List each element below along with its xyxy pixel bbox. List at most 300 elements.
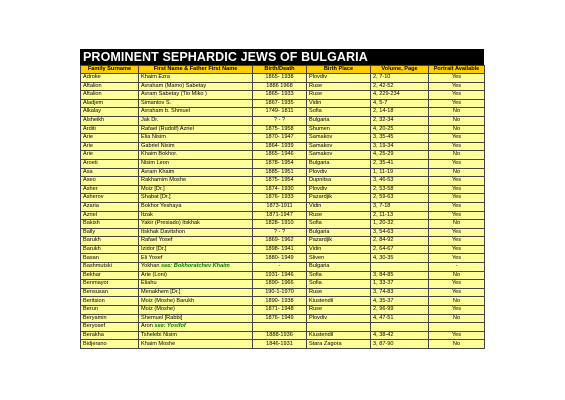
cell-surname: [81, 177, 139, 186]
cell-portrait-text: Yes: [451, 211, 462, 218]
cell-first-name-text: Eliahu: [141, 280, 157, 287]
cell-surname: [81, 271, 139, 280]
cell-surname: [81, 323, 139, 332]
cell-portrait-text: No: [452, 125, 461, 132]
cell-birth-death: [253, 314, 307, 323]
cell-surname-text: Arie: [83, 134, 93, 141]
cell-surname-text: Bekhar: [83, 271, 101, 278]
cell-birth-place-text: Sofia: [309, 108, 322, 115]
cell-surname: [81, 125, 139, 134]
cell-first-name: [139, 125, 253, 134]
cell-surname: [81, 194, 139, 203]
cell-volume-page: [371, 340, 429, 349]
cell-portrait: [429, 245, 485, 254]
cell-birth-death-text: 1931- 1946: [265, 271, 294, 278]
cell-volume-page-text: 4, 35-37: [373, 297, 394, 304]
cell-first-name-text: Aron: [141, 323, 153, 330]
cell-surname-text: Asa: [83, 168, 93, 175]
cell-surname-text: Aftalion: [83, 91, 102, 98]
cell-first-name-text: Moiz [Dr.]: [141, 185, 165, 192]
cell-portrait: [429, 125, 485, 134]
cell-birth-place: [307, 263, 371, 272]
cell-surname-text: Asher: [83, 185, 98, 192]
cell-first-name: [139, 159, 253, 168]
cell-first-name-text: Elia Nisim: [141, 134, 166, 141]
cell-surname-text: Azriel: [83, 211, 97, 218]
cell-volume-page: [371, 220, 429, 229]
cell-surname-text: Beryamin: [83, 314, 107, 321]
cell-portrait: [429, 254, 485, 263]
cell-first-name: [139, 271, 253, 280]
cell-portrait: [429, 177, 485, 186]
cell-birth-death: [253, 168, 307, 177]
cell-birth-place: [307, 288, 371, 297]
cell-volume-page: [371, 91, 429, 100]
cell-birth-death-text: 1870- 1947: [265, 134, 294, 141]
cell-first-name: [139, 288, 253, 297]
cell-surname-text: Bensusan: [83, 288, 108, 295]
cell-portrait-text: Yes: [451, 142, 462, 149]
cell-surname: [81, 211, 139, 220]
cell-birth-place-text: Plovdiv: [309, 314, 328, 321]
cell-volume-page-text: 3, 84-85: [373, 271, 394, 278]
cell-portrait: [429, 194, 485, 203]
cell-first-name: [139, 134, 253, 143]
cell-surname: [81, 202, 139, 211]
cell-portrait-text: Yes: [451, 91, 462, 98]
cell-birth-place: [307, 185, 371, 194]
cell-volume-page-text: 2, 84-92: [373, 237, 394, 244]
cell-first-name: [139, 82, 253, 91]
cell-surname: [81, 220, 139, 229]
cell-surname: [81, 228, 139, 237]
cell-volume-page-text: 1, 33-37: [373, 280, 394, 287]
cell-birth-death-text: 1886 1968: [266, 82, 293, 89]
cell-surname: [81, 245, 139, 254]
cell-birth-death-text: 1749- 1811: [265, 108, 294, 115]
cell-first-name: [139, 220, 253, 229]
table-row: [81, 185, 485, 194]
header-row: [81, 66, 485, 74]
table-row: [81, 314, 485, 323]
cell-birth-place-text: Bulgaria: [309, 263, 330, 270]
cell-birth-death-text: 1865- 1933: [265, 91, 294, 98]
cell-first-name-text: Itskhak Davitshon: [141, 228, 186, 235]
cell-portrait: [429, 185, 485, 194]
cell-birth-death: [253, 254, 307, 263]
cell-first-name-text: Simantov S.: [141, 99, 172, 106]
cell-birth-death-text: -: [278, 263, 281, 270]
cell-birth-place-text: Kiustendil: [309, 331, 334, 338]
cell-portrait: [429, 211, 485, 220]
table-row: [81, 288, 485, 297]
cell-portrait-text: No: [452, 314, 461, 321]
cell-first-name-text: Arie (Loni): [141, 271, 167, 278]
cell-surname: [81, 185, 139, 194]
cell-first-name: [139, 297, 253, 306]
cell-birth-place-text: Shumen: [309, 125, 330, 132]
cell-surname-text: Bashmutski: [83, 263, 112, 270]
cell-surname-text: Arditi: [83, 125, 96, 132]
cell-birth-death: [253, 142, 307, 151]
cell-birth-place: [307, 323, 371, 332]
header-family-surname: Family Surname: [81, 66, 139, 74]
cell-surname-text: Aftalion: [83, 82, 102, 89]
cell-surname-text: Arie: [83, 151, 93, 158]
cell-portrait: [429, 331, 485, 340]
cell-first-name: [139, 108, 253, 117]
cell-volume-page-text: 3, 54-63: [373, 228, 394, 235]
cell-volume-page-text: 3, 19-34: [373, 142, 394, 149]
cell-birth-death: [253, 82, 307, 91]
cell-birth-place: [307, 194, 371, 203]
cell-portrait-text: Yes: [451, 331, 462, 338]
table-row: [81, 245, 485, 254]
cell-first-name-text: Menakhem [Dr.]: [141, 288, 181, 295]
cell-portrait: [429, 323, 485, 332]
cell-volume-page-text: 2, 96-99: [373, 306, 394, 313]
cell-birth-place-text: Sofia: [309, 271, 322, 278]
cell-birth-place-text: Bulgaria: [309, 228, 330, 235]
header-portrait-available: Portrait Available: [429, 66, 485, 74]
cell-portrait: [429, 280, 485, 289]
cell-volume-page-text: 4, 229-234: [373, 91, 400, 98]
cell-birth-place-text: Plovdiv: [309, 74, 328, 81]
cell-birth-death-text: 1873-1911: [266, 203, 293, 209]
cell-surname-text: Aladjem: [83, 99, 104, 106]
cell-volume-page-text: 3, 74-83: [373, 288, 394, 295]
table-row: [81, 125, 485, 134]
cell-surname: [81, 237, 139, 246]
cell-portrait-text: Yes: [451, 245, 462, 252]
cell-birth-place-text: Pazardjik: [309, 237, 333, 244]
cell-birth-death-text: 1878- 1954: [265, 160, 294, 167]
cell-volume-page-text: 2, 7-10: [373, 74, 391, 81]
cell-birth-place-text: Vidin: [309, 99, 322, 106]
cell-birth-death: [253, 125, 307, 134]
cell-birth-death-text: 1864- 1939: [265, 142, 294, 149]
cell-portrait-text: Yes: [451, 306, 462, 313]
header-volume-page: Volume, Page: [371, 66, 429, 74]
cell-birth-death-text: 1898- 1941: [265, 245, 294, 252]
table-row: [81, 211, 485, 220]
cell-birth-place-text: Dupnitsa: [309, 177, 332, 184]
cell-portrait-text: Yes: [451, 194, 462, 201]
cell-birth-death: [253, 263, 307, 272]
table-row: [81, 340, 485, 349]
page-title: PROMINENT SEPHARDIC JEWS OF BULGARIA: [80, 49, 484, 65]
cell-volume-page: [371, 99, 429, 108]
cell-first-name-text: Shemuel [Rabbi]: [141, 314, 183, 321]
table-row: [81, 254, 485, 263]
cell-surname-text: Bakish: [83, 220, 100, 227]
cell-volume-page: [371, 331, 429, 340]
cell-volume-page-text: 3, 7-18: [373, 203, 391, 209]
cell-volume-page: [371, 108, 429, 117]
cell-birth-place: [307, 99, 371, 108]
cell-volume-page: [371, 271, 429, 280]
table-row: [81, 142, 485, 151]
cell-portrait: [429, 91, 485, 100]
cell-surname: [81, 134, 139, 143]
cell-surname: [81, 168, 139, 177]
table-row: [81, 323, 485, 332]
cell-portrait: [429, 340, 485, 349]
cell-volume-page-text: 2, 35-41: [373, 160, 394, 167]
cell-birth-death-text: ? - ?: [273, 228, 286, 235]
cell-birth-place: [307, 271, 371, 280]
cell-volume-page-text: 4, 20-25: [373, 125, 394, 132]
cell-birth-death: [253, 211, 307, 220]
cross-reference-note: see: Bokhoratchev Khaim: [161, 263, 230, 270]
table-row: [81, 331, 485, 340]
table-row: [81, 99, 485, 108]
cell-birth-place-text: Samakov: [309, 151, 333, 158]
cell-first-name: [139, 245, 253, 254]
cell-surname-text: Arie: [83, 142, 93, 149]
cell-birth-death: [253, 271, 307, 280]
cell-birth-death: [253, 202, 307, 211]
cell-first-name-text: Khaim Moshe: [141, 340, 176, 347]
cell-portrait: [429, 228, 485, 237]
cell-first-name-text: Yakir (Presiado) Itskhak: [141, 220, 200, 227]
table-row: [81, 237, 485, 246]
cell-surname-text: Adroke: [83, 74, 101, 81]
cell-birth-place-text: Vidin: [309, 203, 322, 209]
cell-first-name-text: Khaim Ezra: [141, 74, 170, 81]
cell-volume-page-text: 3, 46-53: [373, 177, 394, 184]
table-row: [81, 228, 485, 237]
cell-surname: [81, 151, 139, 160]
cell-birth-place: [307, 340, 371, 349]
cell-first-name-text: Itzak: [141, 211, 153, 218]
cell-birth-place-text: Samakov: [309, 134, 333, 141]
cell-surname-text: Aroeti: [83, 160, 98, 167]
cell-surname: [81, 331, 139, 340]
cell-first-name-text: Shabat [Dr.]: [141, 194, 171, 201]
cell-portrait-text: No: [452, 297, 461, 304]
cell-birth-place-text: Ruse: [309, 211, 323, 218]
cell-first-name: [139, 74, 253, 83]
cell-birth-death-text: 190-1-1970: [265, 288, 294, 295]
cell-volume-page-text: 3, 35-45: [373, 134, 394, 141]
cell-portrait: [429, 314, 485, 323]
table-row: [81, 74, 485, 83]
cell-first-name: [139, 91, 253, 100]
cell-volume-page: [371, 297, 429, 306]
cell-birth-place-text: Kiustendil: [309, 297, 334, 304]
cell-first-name: [139, 211, 253, 220]
cell-birth-death: [253, 228, 307, 237]
cell-first-name: [139, 194, 253, 203]
cell-birth-death-text: 1875- 1954: [265, 177, 294, 184]
cell-volume-page-text: 4, 38-42: [373, 331, 394, 338]
cell-portrait-text: -: [455, 263, 458, 270]
cell-first-name-text: Gabriel Nisim: [141, 142, 175, 149]
cell-volume-page: [371, 254, 429, 263]
cell-first-name-text: Rakhamim Moshe: [141, 177, 187, 184]
table-row: [81, 91, 485, 100]
cell-first-name: [139, 116, 253, 125]
cell-volume-page-text: 2, 42-52: [373, 82, 394, 89]
cell-surname-text: Aseo: [83, 177, 96, 184]
cell-surname-text: Azaria: [83, 203, 99, 209]
cell-portrait: [429, 271, 485, 280]
cell-surname-text: Berakha: [83, 331, 104, 338]
cell-volume-page: [371, 185, 429, 194]
cell-portrait-text: Yes: [451, 99, 462, 106]
header-first-name: First Name & Father First Name: [139, 66, 253, 74]
cell-birth-death: [253, 331, 307, 340]
cell-portrait: [429, 74, 485, 83]
cell-birth-death: [253, 116, 307, 125]
cell-first-name-text: Rafael (Rudolf) Azriel: [141, 125, 194, 132]
cell-first-name-text: Moiz (Moshe): [141, 306, 175, 313]
cell-birth-place-text: Stara Zagora: [309, 340, 342, 347]
cell-volume-page-text: 2, 11-13: [373, 211, 394, 218]
cell-birth-death-text: 1828- 1910: [265, 220, 294, 227]
cell-surname: [81, 116, 139, 125]
cell-birth-death-text: 1865- 1938: [265, 74, 294, 81]
cell-surname: [81, 108, 139, 117]
cell-birth-place-text: Ruse: [309, 91, 323, 98]
cell-first-name-text: Bokhor Yeshaya: [141, 203, 182, 209]
cell-first-name: [139, 185, 253, 194]
cell-first-name: [139, 331, 253, 340]
cell-surname: [81, 340, 139, 349]
cell-surname-text: Barukh: [83, 237, 101, 244]
cell-birth-death: [253, 245, 307, 254]
table-row: [81, 280, 485, 289]
cell-birth-place: [307, 91, 371, 100]
cell-birth-death: [253, 220, 307, 229]
cell-surname-text: Barukh: [83, 245, 101, 252]
cell-portrait: [429, 134, 485, 143]
cell-birth-death-text: 1875- 1958: [265, 125, 294, 132]
cell-portrait: [429, 237, 485, 246]
cell-birth-death: [253, 108, 307, 117]
cell-volume-page: [371, 194, 429, 203]
cell-surname: [81, 159, 139, 168]
table-row: [81, 108, 485, 117]
table-row: [81, 151, 485, 160]
cell-volume-page: [371, 211, 429, 220]
cell-surname-text: Bidjerano: [83, 340, 107, 347]
cell-portrait-text: Yes: [451, 228, 462, 235]
cell-volume-page: [371, 116, 429, 125]
cell-first-name: [139, 228, 253, 237]
cell-portrait-text: Yes: [451, 280, 462, 287]
cell-birth-place-text: Bulgaria: [309, 160, 330, 167]
cell-birth-place: [307, 142, 371, 151]
cell-surname: [81, 142, 139, 151]
cell-portrait-text: No: [452, 117, 461, 124]
cell-birth-place: [307, 314, 371, 323]
cell-volume-page: [371, 134, 429, 143]
cell-volume-page-text: 2, 53-58: [373, 185, 394, 192]
cell-birth-death-text: 1890- 1938: [265, 297, 294, 304]
table-row: [81, 194, 485, 203]
table-row: [81, 134, 485, 143]
cell-birth-death: [253, 288, 307, 297]
cell-surname: [81, 99, 139, 108]
cell-surname-text: Beritsion: [83, 297, 105, 304]
header-birth-place: Birth Place: [307, 66, 371, 74]
cell-volume-page: [371, 245, 429, 254]
cell-volume-page: [371, 125, 429, 134]
cell-surname-text: Asherov: [83, 194, 104, 201]
cell-birth-place: [307, 116, 371, 125]
cell-birth-place: [307, 134, 371, 143]
cell-birth-place-text: Pazardjik: [309, 194, 333, 201]
cell-volume-page: [371, 159, 429, 168]
cell-portrait-text: Yes: [451, 185, 462, 192]
cell-birth-place: [307, 306, 371, 315]
cell-birth-death: [253, 297, 307, 306]
cell-portrait: [429, 159, 485, 168]
cell-portrait: [429, 306, 485, 315]
cell-volume-page-text: 2, 32-34: [373, 117, 394, 124]
cell-volume-page-text: 4, 30-35: [373, 254, 394, 261]
cell-portrait-text: Yes: [451, 203, 462, 209]
cell-portrait: [429, 288, 485, 297]
cell-surname-text: Berun: [83, 306, 98, 313]
table-row: [81, 202, 485, 211]
cell-birth-place-text: Ruse: [309, 288, 323, 295]
cell-birth-place: [307, 177, 371, 186]
header-birth-death: Birth/Death: [253, 66, 307, 74]
cell-birth-place: [307, 228, 371, 237]
spreadsheet-page: [80, 49, 484, 349]
cell-volume-page: [371, 280, 429, 289]
cell-first-name: [139, 280, 253, 289]
table-row: [81, 297, 485, 306]
cell-surname: [81, 306, 139, 315]
cell-birth-death: [253, 134, 307, 143]
cell-first-name: [139, 306, 253, 315]
cell-volume-page-text: 4, 5-7: [373, 99, 388, 106]
cell-birth-death: [253, 340, 307, 349]
cell-first-name-text: Jak Dr.: [141, 117, 159, 124]
cell-portrait-text: Yes: [451, 254, 462, 261]
cell-birth-place-text: Samakov: [309, 142, 333, 149]
cell-volume-page-text: 4, 25-29: [373, 151, 394, 158]
cell-first-name: [139, 263, 253, 272]
cell-portrait-text: Yes: [451, 160, 462, 167]
cell-surname-text: Alsheikh: [83, 117, 105, 124]
cell-portrait: [429, 108, 485, 117]
cell-portrait: [429, 142, 485, 151]
cell-surname-text: Alkalay: [83, 108, 102, 115]
cell-portrait: [429, 297, 485, 306]
cell-birth-place-text: Sliven: [309, 254, 325, 261]
cell-first-name: [139, 323, 253, 332]
cell-portrait: [429, 151, 485, 160]
cell-portrait-text: No: [452, 108, 461, 115]
cell-portrait-text: No: [452, 271, 461, 278]
cross-reference-note: see: Yosifof: [154, 323, 186, 330]
cell-birth-death: [253, 151, 307, 160]
cell-birth-place: [307, 108, 371, 117]
cell-birth-death: [253, 323, 307, 332]
cell-first-name: [139, 151, 253, 160]
cell-birth-death: [253, 99, 307, 108]
cell-surname: [81, 82, 139, 91]
cell-surname-text: Benmayor: [83, 280, 109, 287]
cell-volume-page: [371, 323, 429, 332]
cell-birth-place: [307, 125, 371, 134]
cell-volume-page: [371, 202, 429, 211]
